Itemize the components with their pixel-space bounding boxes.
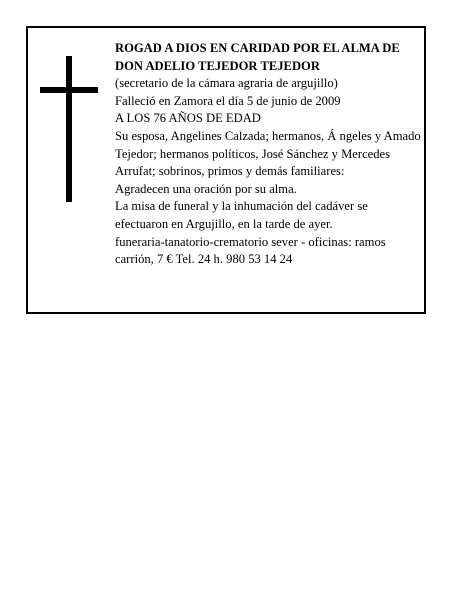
- deceased-role: (secretario de la cámara agraria de argujillo): [115, 76, 338, 91]
- obituary-headline: ROGAD A DIOS EN CARIDAD POR EL ALMA DE DON ADELIO TEJEDOR TEJEDOR: [115, 41, 400, 73]
- cross-icon: [40, 56, 100, 202]
- funeral-home-info: funeraria-tanatorio-crematorio sever - oficinas: ramos carrión, 7 € Tel. 24 h. 980 53 14 24: [115, 234, 386, 267]
- obituary-text: [115, 40, 423, 269]
- cross-horizontal-bar: [40, 87, 98, 93]
- death-info: Falleció en Zamora el día 5 de junio de 2009: [115, 93, 341, 108]
- family-list: Su esposa, Angelines Calzada; hermanos, Á ngeles y Amado Tejedor; hermanos políticos, José Sánchez y Mercedes Arrufat; sobrinos, primos y demás familiares:: [115, 128, 421, 179]
- age-info: A LOS 76 AÑOS DE EDAD: [115, 111, 261, 126]
- obituary-notice: [26, 26, 426, 314]
- thanks-line: Agradecen una oración por su alma.: [115, 181, 297, 196]
- funeral-info: La misa de funeral y la inhumación del cadáver se efectuaron en Argujillo, en la tarde de ayer.: [115, 199, 368, 231]
- cross-vertical-bar: [66, 56, 72, 202]
